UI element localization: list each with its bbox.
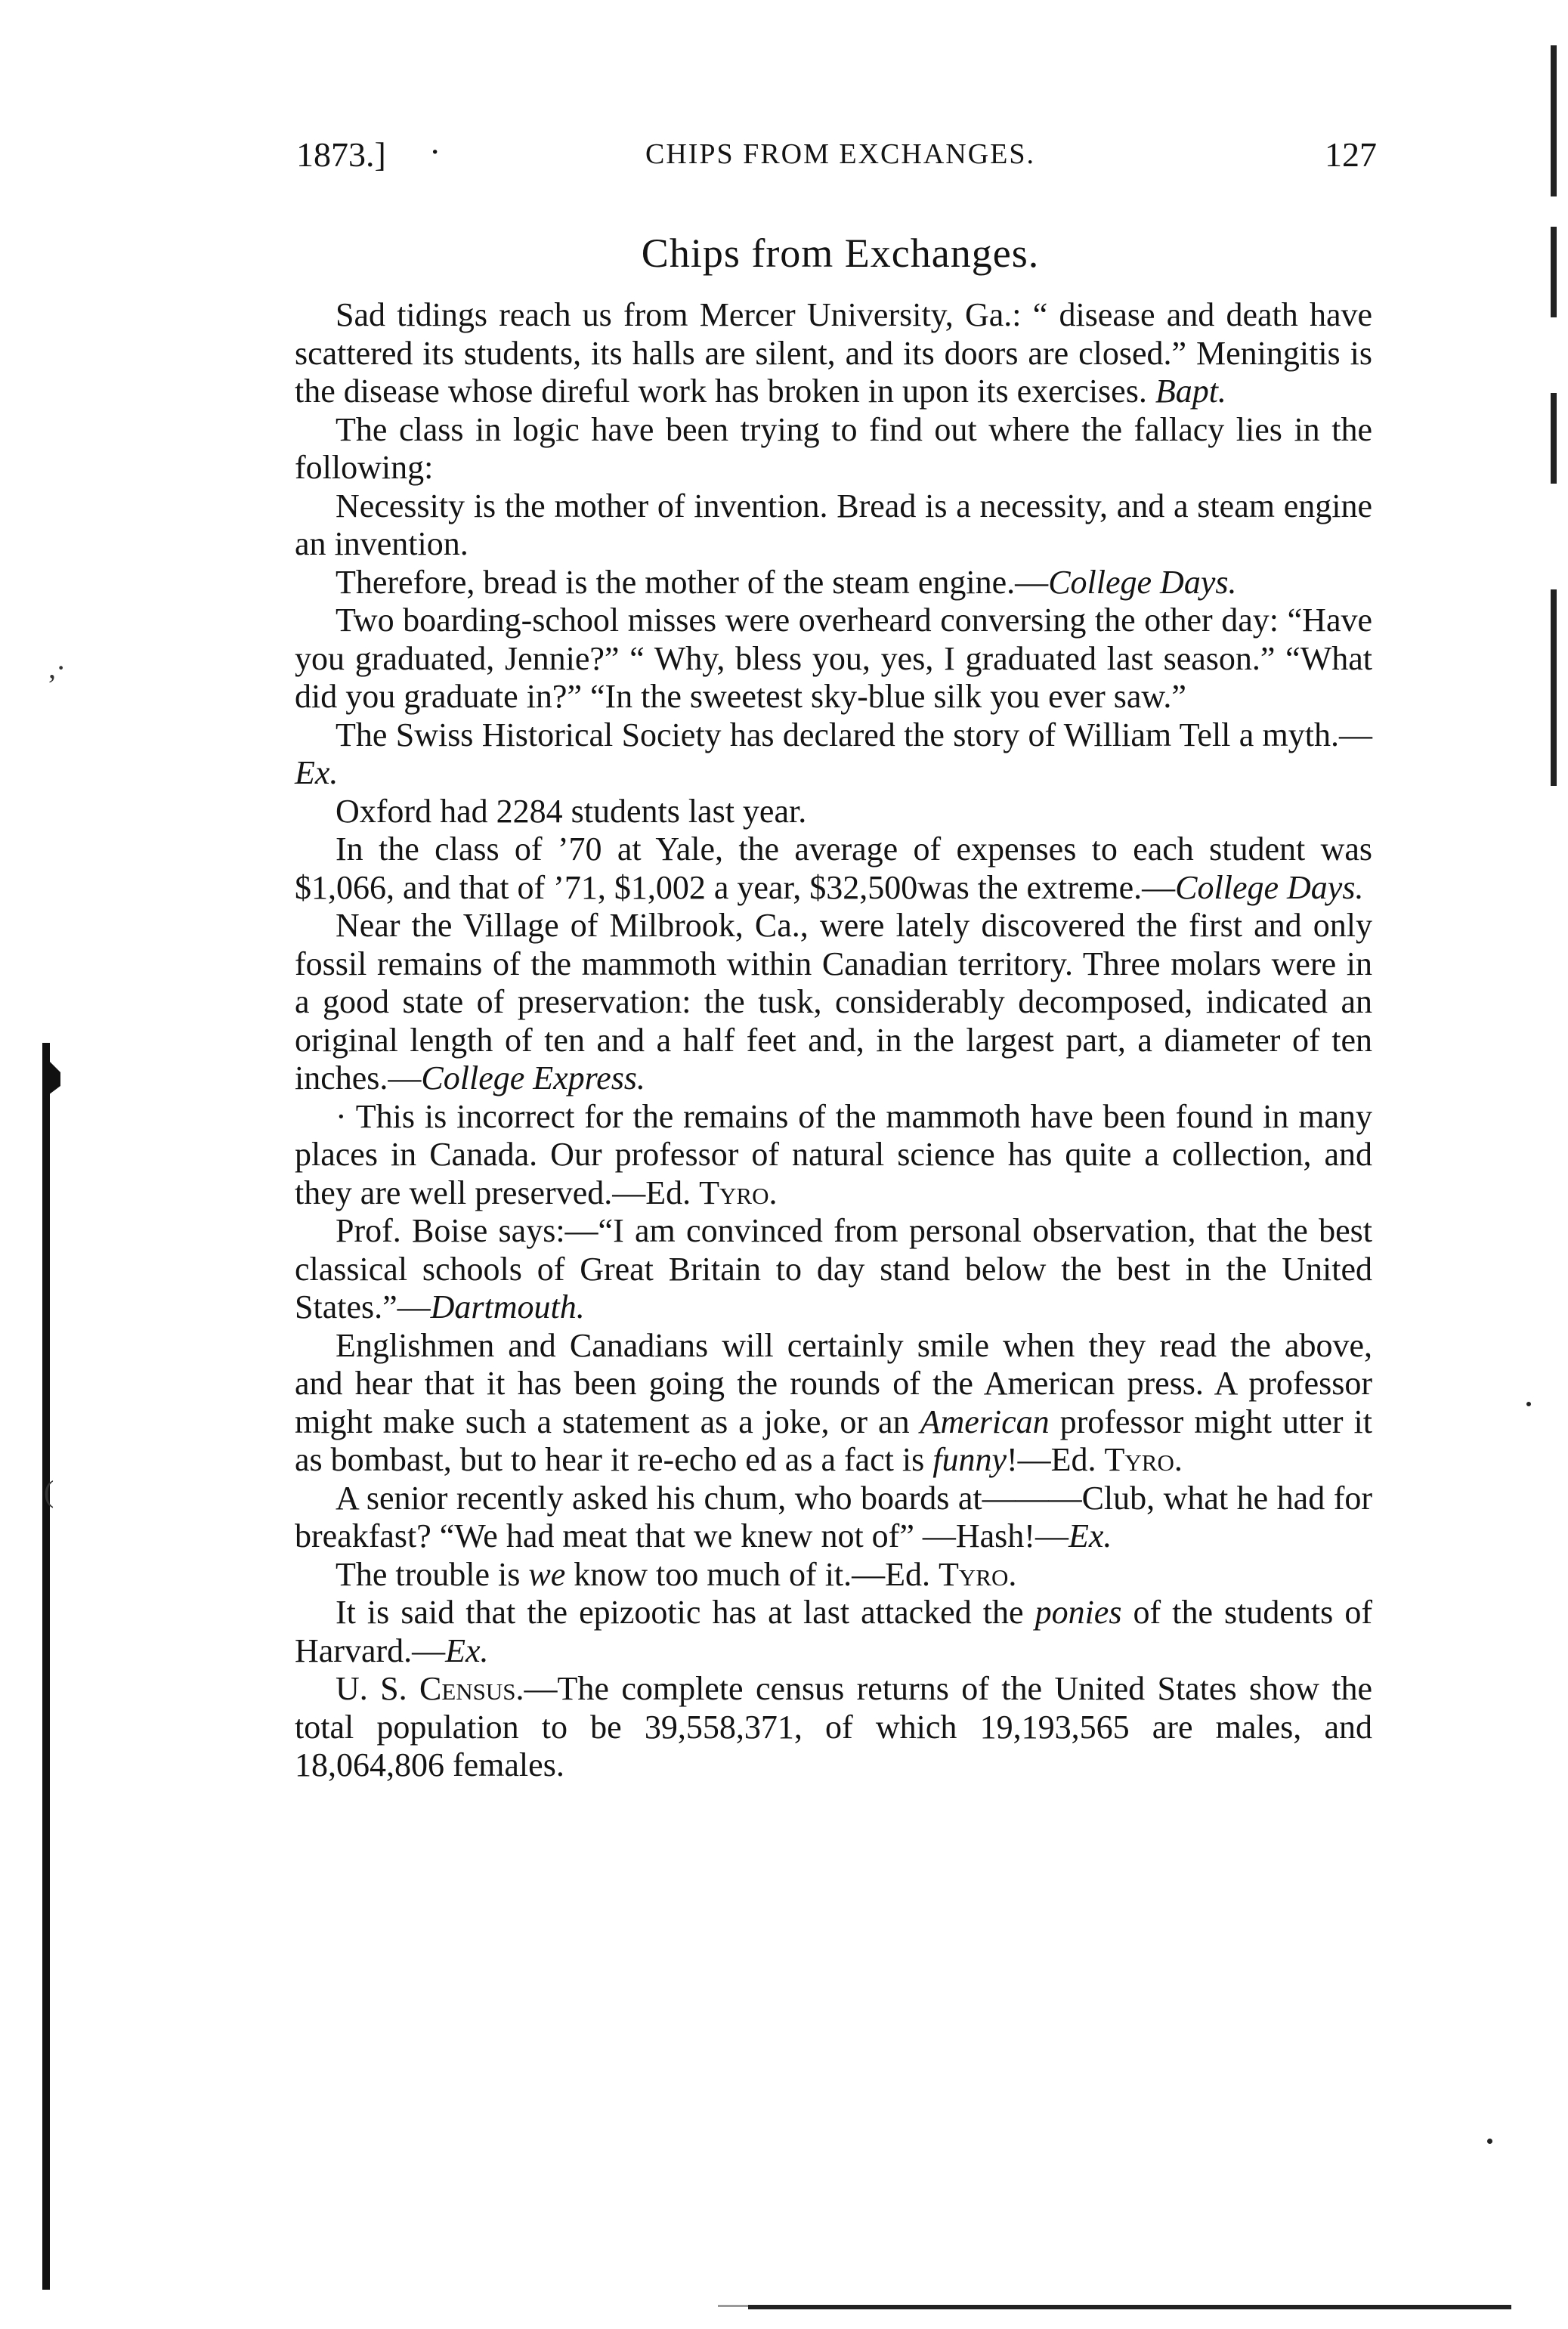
paragraph-logic (295, 411, 1372, 487)
paragraph-swiss (295, 716, 1372, 793)
paragraph-text: · This is incorrect for the remains of the mammoth have been found in many places in Canada. Our professor of natural science has quite a collection, and they are well preserved.—Ed. (295, 1097, 1372, 1211)
article-body (295, 296, 1372, 1785)
header-dot: · (429, 132, 441, 171)
paragraph-text: Sad tidings reach us from Mercer University, Ga.: “ disease and death have scattered its students, its halls are silent, and its doors are closed.” Meningitis is the disease whose direful work has broken in upon its exercises. (295, 296, 1372, 410)
ink-speck (1487, 2139, 1492, 2144)
paragraph-text: —The complete census returns of the United States show the total population to be 39,558,371, of which 19,193,565 are males, and 18,064,806 females. (295, 1670, 1372, 1783)
running-head (296, 132, 1384, 187)
paragraph-editor-note (295, 1098, 1372, 1213)
paragraph-text: Necessity is the mother of invention. Bread is a necessity, and a steam engine an invention. (295, 487, 1372, 562)
page-edge-shadow-right (1551, 393, 1557, 484)
editor-signature: Tyro. (699, 1174, 778, 1211)
page-edge-notch (42, 1054, 60, 1100)
paragraph-mercer (295, 296, 1372, 411)
paragraph-text: know too much of it.—Ed. (565, 1555, 939, 1593)
paragraph-mammoth (295, 907, 1372, 1098)
paragraph-text: It is said that the epizootic has at last attacked the (336, 1594, 1035, 1631)
paragraph-text: !—Ed. (1007, 1441, 1105, 1478)
bottom-rule-faint (718, 2305, 748, 2307)
paragraph-text: professor might utter it as bombast, but to hear it re-echo ed as a fact is (295, 1403, 1372, 1478)
paragraph-yale (295, 830, 1372, 907)
editor-signature: Tyro. (939, 1555, 1017, 1593)
emphasis-text: funny (932, 1441, 1007, 1478)
paragraph-oxford (295, 793, 1372, 831)
paragraph-englishmen (295, 1327, 1372, 1480)
source-attribution: College Express. (421, 1059, 645, 1096)
paragraph-therefore (295, 564, 1372, 602)
paragraph-text: Englishmen and Canadians will certainly smile when they read the above, and hear that it has been going the rounds of the American press. A professor might make such a statement as a joke, or an (295, 1326, 1372, 1440)
paragraph-text: Therefore, bread is the mother of the steam engine.— (336, 563, 1049, 601)
page-edge-shadow-left (42, 1043, 50, 2290)
bottom-rule (748, 2305, 1511, 2309)
page-number: 127 (1325, 135, 1377, 174)
source-attribution: Ex. (445, 1632, 489, 1669)
source-attribution: Bapt. (1155, 373, 1226, 410)
header-year: 1873.] (296, 135, 386, 174)
source-attribution: College Days. (1048, 563, 1237, 601)
ink-speck (1526, 1402, 1531, 1406)
paragraph-text: Two boarding-school misses were overheard conversing the other day: “Have you graduated, Jennie?” “ Why, bless you, yes, I graduated last season.” “What did you graduate in?” “In the sweetest sky-blue silk you ever saw.” (295, 602, 1372, 715)
paragraph-senior (295, 1480, 1372, 1556)
source-attribution: Ex. (295, 754, 339, 791)
paragraph-census (295, 1670, 1372, 1785)
editor-signature: Tyro. (1104, 1441, 1183, 1478)
margin-mark: ,· (48, 651, 66, 685)
paragraph-necessity (295, 487, 1372, 564)
page-edge-shadow-right (1551, 227, 1557, 317)
census-heading: U. S. Census. (336, 1670, 524, 1707)
paragraph-text: In the class of ’70 at Yale, the average of expenses to each student was $1,066, and that of ’71, $1,002 a year, $32,500was the extreme.— (295, 830, 1372, 906)
paragraph-boise (295, 1212, 1372, 1327)
paragraph-text: The class in logic have been trying to find out where the fallacy lies in the following: (295, 410, 1372, 486)
emphasis-text: ponies (1035, 1594, 1122, 1631)
source-attribution: Dartmouth. (430, 1288, 585, 1325)
paragraph-epizootic (295, 1594, 1372, 1670)
margin-mark: ( (44, 1474, 54, 1508)
paragraph-text: Prof. Boise says:—“I am convinced from personal observation, that the best classical schools of Great Britain to day stand below the best in the United States.”— (295, 1212, 1372, 1325)
header-title: CHIPS FROM EXCHANGES. (645, 138, 1036, 170)
source-attribution: College Days. (1175, 868, 1364, 906)
paragraph-trouble (295, 1556, 1372, 1594)
source-attribution: Ex. (1068, 1517, 1112, 1554)
paragraph-text: The Swiss Historical Society has declared the story of William Tell a myth.— (336, 716, 1372, 753)
paragraph-text: A senior recently asked his chum, who boards at———Club, what he had for breakfast? “We had meat that we knew not of” —Hash!— (295, 1479, 1372, 1554)
paragraph-text: of the students of Harvard.— (295, 1594, 1372, 1669)
paragraph-boarding-school (295, 602, 1372, 716)
page-edge-shadow-right (1551, 45, 1557, 196)
paragraph-text: Near the Village of Milbrook, Ca., were lately discovered the first and only fossil remains of the mammoth within Canadian territory. Three molars were in a good state of preservation: the tusk, considerably decomposed, indicated an original length of ten and a half feet and, in the largest part, a diameter of ten inches.— (295, 907, 1372, 1096)
section-title: Chips from Exchanges. (641, 230, 1040, 276)
page-edge-shadow-right (1551, 589, 1557, 786)
paragraph-text: The trouble is (336, 1555, 529, 1593)
emphasis-text: American (920, 1403, 1050, 1440)
emphasis-text: we (528, 1555, 566, 1593)
paragraph-text: Oxford had 2284 students last year. (336, 792, 807, 830)
